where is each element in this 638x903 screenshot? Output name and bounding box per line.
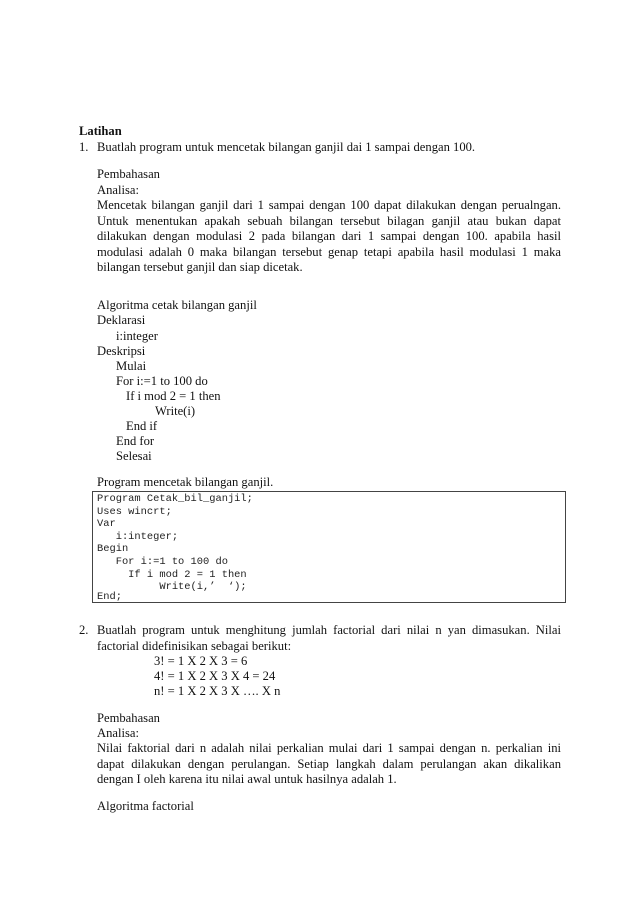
- q1-analisa-label: Analisa:: [97, 183, 139, 197]
- q1-write-line: Write(i): [155, 404, 196, 418]
- q1-for-line: For i:=1 to 100 do: [116, 374, 208, 388]
- code-line: If i mod 2 = 1 then: [97, 568, 247, 581]
- code-line: End;: [97, 591, 122, 603]
- q1-var-decl: i:integer: [116, 329, 158, 343]
- q2-analisa-label: Analisa:: [97, 726, 139, 740]
- q1-endfor: End for: [116, 434, 155, 448]
- q1-deklarasi: Deklarasi: [97, 313, 146, 327]
- q2-number: 2.: [79, 623, 89, 637]
- q1-selesai: Selesai: [116, 449, 152, 463]
- code-line: i:integer;: [97, 530, 179, 543]
- q2-example: n! = 1 X 2 X 3 X …. X n: [154, 684, 281, 698]
- q2-pembahasan-label: Pembahasan: [97, 711, 160, 725]
- q1-mulai: Mulai: [116, 359, 147, 373]
- q1-number: 1.: [79, 140, 89, 154]
- q2-example: 3! = 1 X 2 X 3 = 6: [154, 654, 248, 668]
- code-line: Uses wincrt;: [97, 505, 172, 518]
- section-title: Latihan: [79, 124, 122, 138]
- q1-deskripsi: Deskripsi: [97, 344, 146, 358]
- q2-algoritma-title: Algoritma factorial: [97, 799, 194, 813]
- q2-question: Buatlah program untuk menghitung jumlah factorial dari nilai n yan dimasukan. Nilai factorial didefinisikan sebagai berikut:: [97, 623, 561, 653]
- q2-analisa-text: Nilai faktorial dari n adalah nilai perkalian mulai dari 1 sampai dengan n. perkalian ini dapat dilakukan dengan perulangan. Setiap langkah dalam perulangan akan dikalikan dengan I oleh karena itu nilai awal untuk hasilnya adalah 1.: [97, 741, 561, 787]
- code-line: Program Cetak_bil_ganjil;: [97, 493, 253, 505]
- q1-question: Buatlah program untuk mencetak bilangan ganjil dai 1 sampai dengan 100.: [97, 140, 476, 154]
- code-line: For i:=1 to 100 do: [97, 556, 228, 568]
- q1-program-label: Program mencetak bilangan ganjil.: [97, 475, 274, 489]
- code-line: Begin: [97, 543, 129, 556]
- code-line: Var: [97, 518, 116, 531]
- q1-if-line: If i mod 2 = 1 then: [126, 389, 221, 403]
- q1-pembahasan-label: Pembahasan: [97, 167, 160, 181]
- q2-example: 4! = 1 X 2 X 3 X 4 = 24: [154, 669, 276, 683]
- q1-analisa-text: Mencetak bilangan ganjil dari 1 sampai dengan 100 dapat dilakukan dengan perualngan. Untuk menentukan apakah sebuah bilangan tersebut bilagan ganjil atau bukan dapat dilakukan dengan modulasi 2 pada bilangan dari 1 sampai dengan 100. apabila hasil modulasi adalah 0 maka bilangan tersebut genap tetapi apabila hasil modulasi 1 maka bilangan tersebut ganjil dan siap dicetak.: [97, 198, 561, 275]
- q1-algoritma-title: Algoritma cetak bilangan ganjil: [97, 298, 257, 312]
- q1-endif: End if: [126, 419, 158, 433]
- code-line: Write(i,’ ‘);: [97, 581, 247, 594]
